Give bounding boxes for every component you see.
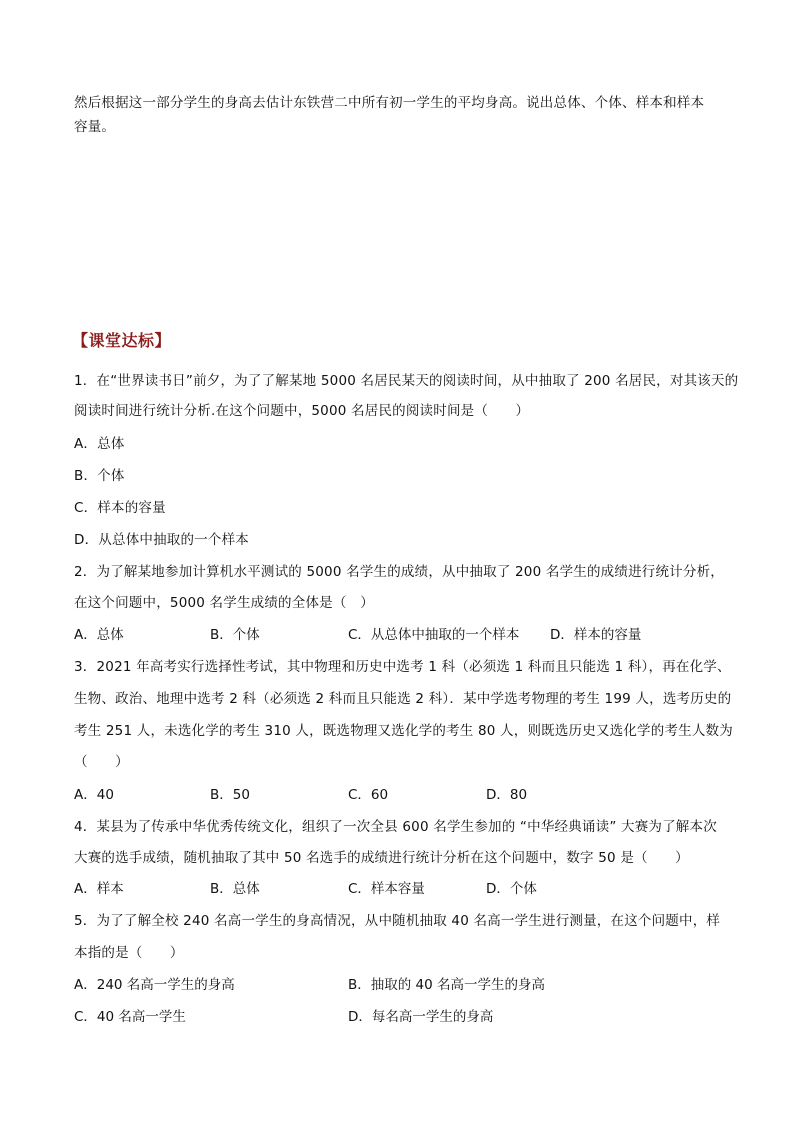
q3-option-a: A．40 <box>74 787 114 803</box>
q4-stem-line-2: 大赛的选手成绩，随机抽取了其中 50 名选手的成绩进行统计分析在这个问题中，数字 50 是（ ） <box>74 850 689 866</box>
section-title: 【课堂达标】 <box>72 331 172 350</box>
q3-stem-line-4: （ ） <box>74 754 129 770</box>
q5-stem-line-2: 本指的是（ ） <box>74 945 184 961</box>
q1-option-b: B．个体 <box>74 468 125 484</box>
q2-option-b: B．个体 <box>210 627 260 643</box>
q5-option-b: B．抽取的 40 名高一学生的身高 <box>348 977 546 993</box>
q5-option-d: D．每名高一学生的身高 <box>348 1009 494 1025</box>
q2-option-c: C．从总体中抽取的一个样本 <box>348 627 520 643</box>
q4-option-a: A．样本 <box>74 881 124 897</box>
q5-option-c: C．40 名高一学生 <box>74 1009 186 1025</box>
q2-option-d: D．样本的容量 <box>550 627 642 643</box>
intro-line-2: 容量。 <box>74 119 116 135</box>
q1-stem-line-1: 1．在“世界读书日”前夕，为了了解某地 5000 名居民某天的阅读时间，从中抽取了 200 名居民，对其该天的 <box>74 373 739 389</box>
q5-option-a: A．240 名高一学生的身高 <box>74 977 235 993</box>
q4-option-d: D．个体 <box>486 881 537 897</box>
q5-stem-line-1: 5．为了了解全校 240 名高一学生的身高情况，从中随机抽取 40 名高一学生进行测量，在这个问题中，样 <box>74 913 721 929</box>
intro-line-1: 然后根据这一部分学生的身高去估计东铁营二中所有初一学生的平均身高。说出总体、个体、样本和样本 <box>74 95 705 111</box>
q1-option-c: C．样本的容量 <box>74 500 166 516</box>
q3-stem-line-2: 生物、政治、地理中选考 2 科（必须选 2 科而且只能选 2 科）．某中学选考物理的考生 199 人，选考历史的 <box>74 691 732 707</box>
q4-stem-line-1: 4．某县为了传承中华优秀传统文化，组织了一次全县 600 名学生参加的 “中华经典诵读” 大赛为了解本次 <box>74 819 717 835</box>
q2-stem-line-1: 2．为了解某地参加计算机水平测试的 5000 名学生的成绩，从中抽取了 200 名学生的成绩进行统计分析， <box>74 564 724 580</box>
q2-option-a: A．总体 <box>74 627 124 643</box>
q1-stem-line-2: 阅读时间进行统计分析.在这个问题中，5000 名居民的阅读时间是（ ） <box>74 403 530 419</box>
q1-option-a: A．总体 <box>74 436 125 452</box>
q4-option-b: B．总体 <box>210 881 260 897</box>
q3-option-b: B．50 <box>210 787 250 803</box>
q3-stem-line-1: 3．2021 年高考实行选择性考试，其中物理和历史中选考 1 科（必须选 1 科而且只能选 1 科），再在化学、 <box>74 659 731 675</box>
q2-stem-line-2: 在这个问题中，5000 名学生成绩的全体是（ ） <box>74 595 374 611</box>
q3-stem-line-3: 考生 251 人，未选化学的考生 310 人，既选物理又选化学的考生 80 人，则既选历史又选化学的考生人数为 <box>74 723 733 739</box>
q3-option-d: D．80 <box>486 787 528 803</box>
q3-option-c: C．60 <box>348 787 389 803</box>
q1-option-d: D．从总体中抽取的一个样本 <box>74 532 249 548</box>
q4-option-c: C．样本容量 <box>348 881 425 897</box>
